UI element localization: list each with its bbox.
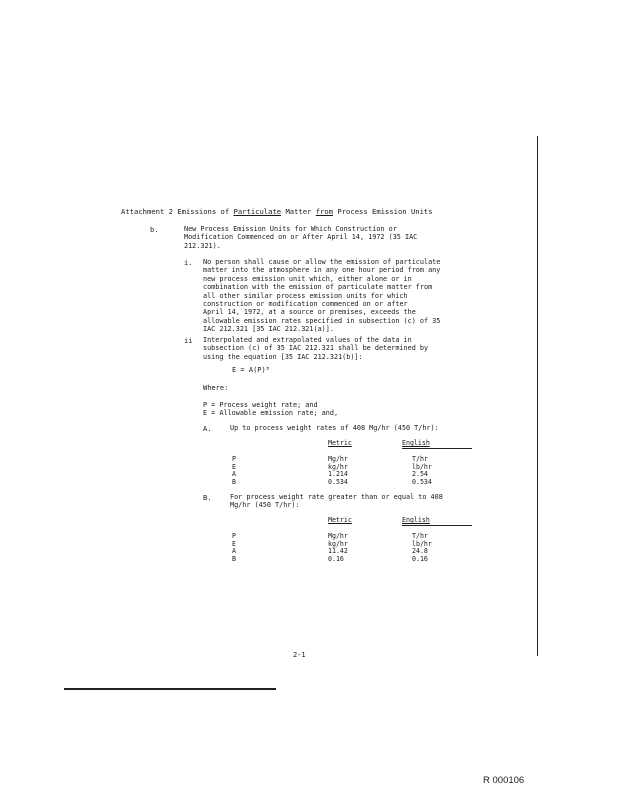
sub-a-text: Up to process weight rates of 408 Mg/hr (450 T/hr): [230,424,439,432]
definitions: P = Process weight rate; and E = Allowable emission rate; and, [203,401,339,418]
table-row: P Mg/hr T/hr [232,455,428,464]
table-b-english-header: English [402,516,430,524]
attachment-title [121,208,433,216]
sub-b-label: B. [203,494,212,502]
bates-number: R 000106 [483,775,525,786]
title-underlined-2: from [315,207,334,216]
item-i-text: No person shall cause or allow the emission of particulate matter into the atmosphere in any one hour period from any new process emission unit which, either alone or in combination with the emission of particulate matter from all other similar process emission units for which construction or modification commenced on or after April 14, 1972, at a source or premises, exceeds the allowable emission rates specified in subsection (c) of 35 IAC 212.321 [35 IAC 212.321(a)]. [203,258,441,334]
where-label: Where: [203,384,229,392]
table-row: P Mg/hr T/hr [232,532,428,541]
section-b-text: New Process Emission Units for Which Construction or Modification Commenced on or After April 14, 1972 (35 IAC 212.321). [184,225,418,250]
table-a [232,440,472,487]
table-row: A 11.42 24.8 [232,547,428,556]
table-a-english-header: English [402,439,430,447]
sub-a-label: A. [203,425,212,433]
table-b [232,517,472,564]
bottom-rule [64,688,276,690]
title-suffix: Process Emission Units [333,207,433,216]
table-b-header [232,517,472,525]
right-margin-rule [537,136,538,656]
page-number: 2-1 [293,651,306,659]
item-ii-text: Interpolated and extrapolated values of the data in subsection (c) of 35 IAC 212.321 shall be determined by using the equation [35 IAC 212.321(b)]: [203,336,429,361]
item-ii-label: ii [184,337,193,345]
title-underlined-1: Particulate [233,207,282,216]
title-prefix: Attachment 2 Emissions of [121,207,230,216]
table-row: E kg/hr lb/hr [232,462,432,471]
table-row: A 1.214 2.54 [232,470,428,479]
table-row: B 0.16 0.16 [232,554,428,563]
table-a-metric-header: Metric [328,439,352,448]
equation: E = A(P)ᴮ [232,366,270,374]
table-a-header [232,440,472,448]
title-mid: Matter [281,207,316,216]
table-b-metric-header: Metric [328,516,352,525]
table-row: E kg/hr lb/hr [232,539,432,548]
table-row: B 0.534 0.534 [232,477,432,486]
item-i-label: i. [184,259,193,267]
section-b-label: b. [150,226,159,234]
sub-b-text: For process weight rate greater than or equal to 408 Mg/hr (450 T/hr): [230,493,443,510]
